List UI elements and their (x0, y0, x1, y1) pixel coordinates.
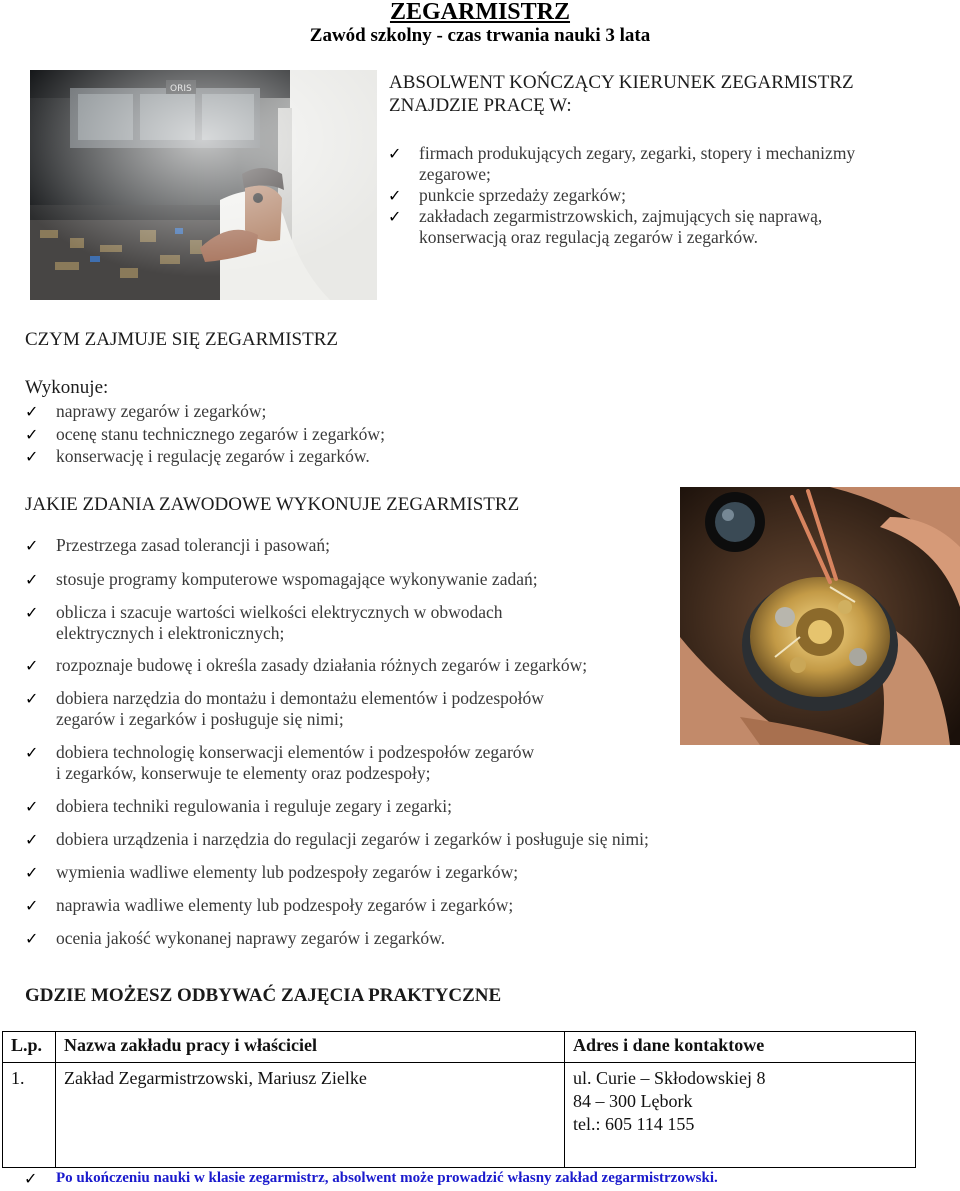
list-item-line: punkcie sprzedaży zegarków; (419, 185, 626, 205)
phone-line: tel.: 605 114 155 (573, 1114, 695, 1134)
cell-address (565, 1063, 916, 1168)
duties-heading: CZYM ZAJMUJE SIĘ ZEGARMISTRZ (25, 329, 338, 350)
list-item-text: ocenę stanu technicznego zegarów i zegarków; (56, 424, 385, 444)
address-line: 84 – 300 Lębork (573, 1091, 693, 1111)
address-line: ul. Curie – Skłodowskiej 8 (573, 1068, 766, 1088)
cell-lp: 1. (3, 1063, 56, 1168)
checkmark-icon: ✓ (25, 689, 39, 708)
column-header-lp: L.p. (3, 1032, 56, 1063)
practice-table (2, 1031, 916, 1168)
list-item-line: firmach produkujących zegary, zegarki, stopery i mechanizmy (419, 143, 856, 163)
checkmark-icon: ✓ (25, 425, 39, 444)
checkmark-icon: ✓ (25, 830, 39, 849)
list-item-text: naprawy zegarów i zegarków; (56, 401, 267, 421)
checkmark-icon: ✓ (25, 603, 39, 622)
list-item-text: konserwację i regulację zegarów i zegarków. (56, 446, 370, 466)
employment-heading (389, 71, 854, 117)
list-item-line: konserwacją oraz regulacją zegarów i zegarków. (419, 227, 758, 247)
list-item-line: wymienia wadliwe elementy lub podzespoły zegarów i zegarków; (56, 862, 519, 882)
checkmark-icon: ✓ (25, 929, 39, 948)
employment-heading-line1: ABSOLWENT KOŃCZĄCY KIERUNEK ZEGARMISTRZ (389, 72, 854, 93)
checkmark-icon: ✓ (25, 447, 39, 466)
checkmark-icon: ✓ (388, 186, 402, 205)
list-item-line: dobiera technologię konserwacji elementów i podzespołów zegarów (56, 742, 535, 762)
checkmark-icon: ✓ (25, 743, 39, 762)
page-subtitle: Zawód szkolny - czas trwania nauki 3 lata (309, 25, 651, 46)
checkmark-icon: ✓ (25, 536, 39, 555)
checkmark-icon: ✓ (25, 656, 39, 675)
checkmark-icon: ✓ (25, 863, 39, 882)
list-item-line: zegarowe; (419, 164, 491, 184)
cell-name: Zakład Zegarmistrzowski, Mariusz Zielke (56, 1063, 565, 1168)
practice-heading: GDZIE MOŻESZ ODBYWAĆ ZAJĘCIA PRAKTYCZNE (25, 985, 502, 1006)
footnote-text: Po ukończeniu nauki w klasie zegarmistrz, absolwent może prowadzić własny zakład zegarmistrzowski. (56, 1170, 718, 1186)
list-item-line: dobiera urządzenia i narzędzia do regulacji zegarów i zegarków i posługuje się nimi; (56, 829, 649, 849)
table-row (3, 1063, 916, 1168)
employment-heading-line2: ZNAJDZIE PRACĘ W: (389, 95, 572, 116)
duties-label: Wykonuje: (25, 377, 109, 398)
list-item-line: dobiera techniki regulowania i reguluje zegary i zegarki; (56, 796, 453, 816)
column-header-name: Nazwa zakładu pracy i właściciel (56, 1032, 565, 1063)
list-item-line: elektrycznych i elektronicznych; (56, 623, 285, 643)
list-item-line: Przestrzega zasad tolerancji i pasowań; (56, 535, 331, 555)
checkmark-icon: ✓ (25, 797, 39, 816)
checkmark-icon: ✓ (388, 144, 402, 163)
list-item-line: i zegarków, konserwuje te elementy oraz podzespoły; (56, 763, 431, 783)
list-item-line: naprawia wadliwe elementy lub podzespoły zegarów i zegarków; (56, 895, 514, 915)
table-header-row (3, 1032, 916, 1063)
watchmaker-photo (30, 70, 377, 300)
page-title: ZEGARMISTRZ (389, 0, 571, 25)
list-item-line: rozpoznaje budowę i określa zasady działania różnych zegarów i zegarków; (56, 655, 588, 675)
checkmark-icon: ✓ (25, 570, 39, 589)
checkmark-icon: ✓ (25, 896, 39, 915)
tasks-heading: JAKIE ZDANIA ZAWODOWE WYKONUJE ZEGARMISTRZ (25, 494, 520, 515)
checkmark-icon: ✓ (25, 402, 39, 421)
list-item-line: dobiera narzędzia do montażu i demontażu elementów i podzespołów (56, 688, 544, 708)
column-header-address: Adres i dane kontaktowe (565, 1032, 916, 1063)
list-item-line: zegarów i zegarków i posługuje się nimi; (56, 709, 344, 729)
list-item-line: stosuje programy komputerowe wspomagające wykonywanie zadań; (56, 569, 538, 589)
checkmark-icon: ✓ (24, 1169, 38, 1188)
list-item-line: zakładach zegarmistrzowskich, zajmujących się naprawą, (419, 206, 823, 226)
checkmark-icon: ✓ (388, 207, 402, 226)
list-item-line: ocenia jakość wykonanej naprawy zegarów i zegarków. (56, 928, 446, 948)
list-item-line: oblicza i szacuje wartości wielkości elektrycznych w obwodach (56, 602, 503, 622)
